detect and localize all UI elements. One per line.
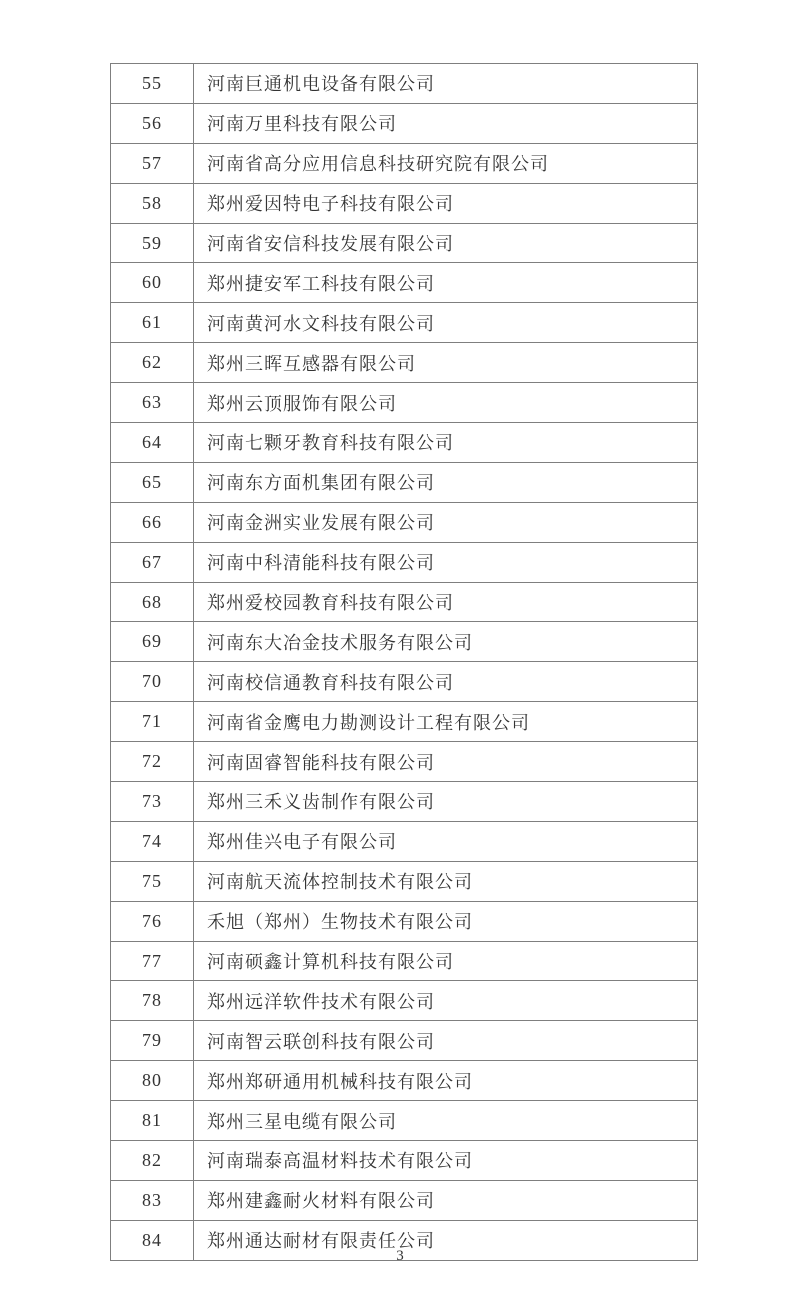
company-name: 河南瑞泰高温材料技术有限公司	[194, 1141, 698, 1181]
table-row	[111, 303, 698, 343]
row-number: 59	[111, 223, 194, 263]
row-number: 73	[111, 782, 194, 822]
table-row	[111, 821, 698, 861]
row-number: 80	[111, 1061, 194, 1101]
table-row	[111, 343, 698, 383]
row-number: 68	[111, 582, 194, 622]
table-row	[111, 622, 698, 662]
row-number: 63	[111, 383, 194, 423]
row-number: 81	[111, 1101, 194, 1141]
table-row	[111, 742, 698, 782]
company-name: 郑州爱因特电子科技有限公司	[194, 183, 698, 223]
row-number: 66	[111, 502, 194, 542]
company-name: 河南东大冶金技术服务有限公司	[194, 622, 698, 662]
table-row	[111, 183, 698, 223]
table-row	[111, 64, 698, 104]
table-row	[111, 383, 698, 423]
company-name: 郑州远洋软件技术有限公司	[194, 981, 698, 1021]
company-name: 河南校信通教育科技有限公司	[194, 662, 698, 702]
company-name: 郑州捷安军工科技有限公司	[194, 263, 698, 303]
company-name: 河南省金鹰电力勘测设计工程有限公司	[194, 702, 698, 742]
row-number: 57	[111, 143, 194, 183]
table-row	[111, 1101, 698, 1141]
row-number: 77	[111, 941, 194, 981]
row-number: 84	[111, 1220, 194, 1260]
company-name: 郑州通达耐材有限责任公司	[194, 1220, 698, 1260]
table-row	[111, 423, 698, 463]
row-number: 61	[111, 303, 194, 343]
company-name: 河南航天流体控制技术有限公司	[194, 861, 698, 901]
table-row	[111, 223, 698, 263]
table-row	[111, 981, 698, 1021]
row-number: 62	[111, 343, 194, 383]
table-row	[111, 103, 698, 143]
row-number: 65	[111, 462, 194, 502]
table-row	[111, 662, 698, 702]
row-number: 56	[111, 103, 194, 143]
company-name: 河南七颗牙教育科技有限公司	[194, 423, 698, 463]
table-row	[111, 143, 698, 183]
company-table	[110, 63, 698, 1261]
row-number: 83	[111, 1180, 194, 1220]
company-name: 郑州三星电缆有限公司	[194, 1101, 698, 1141]
company-name: 郑州建鑫耐火材料有限公司	[194, 1180, 698, 1220]
company-name: 河南省安信科技发展有限公司	[194, 223, 698, 263]
company-name: 河南巨通机电设备有限公司	[194, 64, 698, 104]
row-number: 55	[111, 64, 194, 104]
company-name: 郑州三禾义齿制作有限公司	[194, 782, 698, 822]
table-row	[111, 702, 698, 742]
row-number: 60	[111, 263, 194, 303]
row-number: 58	[111, 183, 194, 223]
page-number: 3	[396, 1248, 404, 1264]
table-row	[111, 582, 698, 622]
company-name: 郑州爱校园教育科技有限公司	[194, 582, 698, 622]
table-row	[111, 263, 698, 303]
table-row	[111, 502, 698, 542]
company-name: 河南中科清能科技有限公司	[194, 542, 698, 582]
row-number: 64	[111, 423, 194, 463]
company-name: 河南固睿智能科技有限公司	[194, 742, 698, 782]
company-name: 河南省高分应用信息科技研究院有限公司	[194, 143, 698, 183]
company-name: 郑州云顶服饰有限公司	[194, 383, 698, 423]
company-name: 郑州郑研通用机械科技有限公司	[194, 1061, 698, 1101]
row-number: 78	[111, 981, 194, 1021]
company-name: 河南智云联创科技有限公司	[194, 1021, 698, 1061]
company-name: 河南东方面机集团有限公司	[194, 462, 698, 502]
row-number: 74	[111, 821, 194, 861]
table-row	[111, 782, 698, 822]
row-number: 71	[111, 702, 194, 742]
company-name: 河南硕鑫计算机科技有限公司	[194, 941, 698, 981]
company-name: 禾旭（郑州）生物技术有限公司	[194, 901, 698, 941]
table-row	[111, 1061, 698, 1101]
company-table-body	[111, 64, 698, 1261]
table-row	[111, 861, 698, 901]
company-name: 河南金洲实业发展有限公司	[194, 502, 698, 542]
row-number: 69	[111, 622, 194, 662]
table-row	[111, 1180, 698, 1220]
table-row	[111, 542, 698, 582]
company-name: 郑州三晖互感器有限公司	[194, 343, 698, 383]
row-number: 76	[111, 901, 194, 941]
row-number: 82	[111, 1141, 194, 1181]
table-row	[111, 1021, 698, 1061]
table-row	[111, 462, 698, 502]
company-name: 郑州佳兴电子有限公司	[194, 821, 698, 861]
row-number: 75	[111, 861, 194, 901]
row-number: 70	[111, 662, 194, 702]
table-row	[111, 941, 698, 981]
table-row	[111, 1141, 698, 1181]
row-number: 72	[111, 742, 194, 782]
row-number: 79	[111, 1021, 194, 1061]
company-name: 河南万里科技有限公司	[194, 103, 698, 143]
company-name: 河南黄河水文科技有限公司	[194, 303, 698, 343]
row-number: 67	[111, 542, 194, 582]
table-row	[111, 901, 698, 941]
